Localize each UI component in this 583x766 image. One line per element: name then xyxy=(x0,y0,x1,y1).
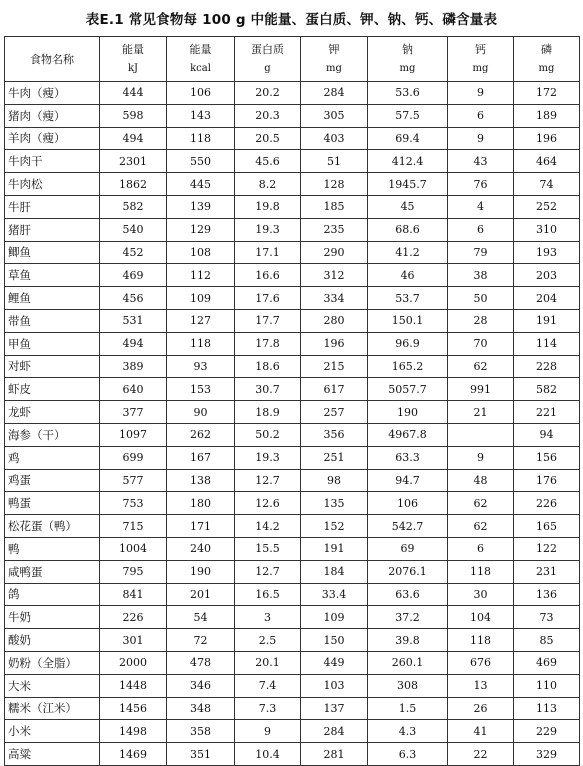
table-row xyxy=(5,743,580,766)
cell-protein: 17.1 xyxy=(235,241,301,264)
cell-calcium: 6 xyxy=(448,104,514,127)
cell-potassium: 33.4 xyxy=(301,583,368,606)
cell-energy-kj: 377 xyxy=(100,401,167,424)
table-row xyxy=(5,332,580,355)
cell-energy-kj: 494 xyxy=(100,127,167,150)
cell-phosphorus: 226 xyxy=(514,492,580,515)
cell-energy-kcal: 106 xyxy=(167,82,235,105)
cell-potassium: 281 xyxy=(301,743,368,766)
cell-energy-kj: 753 xyxy=(100,492,167,515)
cell-energy-kcal: 180 xyxy=(167,492,235,515)
cell-energy-kj: 389 xyxy=(100,355,167,378)
cell-sodium: 37.2 xyxy=(368,606,448,629)
cell-protein: 12.7 xyxy=(235,469,301,492)
cell-phosphorus: 85 xyxy=(514,629,580,652)
cell-potassium: 128 xyxy=(301,173,368,196)
cell-phosphorus: 176 xyxy=(514,469,580,492)
header-unit: kJ xyxy=(127,63,139,74)
cell-protein: 19.3 xyxy=(235,218,301,241)
table-row xyxy=(5,264,580,287)
cell-calcium: 79 xyxy=(448,241,514,264)
cell-energy-kj: 1097 xyxy=(100,423,167,446)
cell-food-name: 牛肝 xyxy=(5,195,100,218)
cell-calcium: 62 xyxy=(448,515,514,538)
cell-sodium: 165.2 xyxy=(368,355,448,378)
cell-food-name: 羊肉（瘦） xyxy=(5,127,100,150)
cell-potassium: 98 xyxy=(301,469,368,492)
cell-sodium: 46 xyxy=(368,264,448,287)
cell-sodium: 4.3 xyxy=(368,720,448,743)
cell-energy-kj: 598 xyxy=(100,104,167,127)
cell-potassium: 449 xyxy=(301,651,368,674)
cell-energy-kj: 2301 xyxy=(100,150,167,173)
cell-energy-kj: 531 xyxy=(100,309,167,332)
cell-calcium: 70 xyxy=(448,332,514,355)
cell-food-name: 奶粉（全脂） xyxy=(5,651,100,674)
cell-calcium: 30 xyxy=(448,583,514,606)
cell-calcium: 6 xyxy=(448,537,514,560)
cell-phosphorus: 191 xyxy=(514,309,580,332)
cell-food-name: 鲤鱼 xyxy=(5,287,100,310)
table-row xyxy=(5,537,580,560)
cell-protein: 14.2 xyxy=(235,515,301,538)
cell-protein: 8.2 xyxy=(235,173,301,196)
cell-phosphorus: 189 xyxy=(514,104,580,127)
cell-calcium: 38 xyxy=(448,264,514,287)
cell-potassium: 617 xyxy=(301,378,368,401)
cell-potassium: 109 xyxy=(301,606,368,629)
cell-energy-kj: 795 xyxy=(100,560,167,583)
cell-food-name: 龙虾 xyxy=(5,401,100,424)
cell-potassium: 51 xyxy=(301,150,368,173)
cell-potassium: 284 xyxy=(301,82,368,105)
cell-potassium: 191 xyxy=(301,537,368,560)
cell-protein: 20.1 xyxy=(235,651,301,674)
cell-sodium: 412.4 xyxy=(368,150,448,173)
cell-sodium: 5057.7 xyxy=(368,378,448,401)
header-label: 食物名称 xyxy=(30,52,74,66)
cell-energy-kcal: 346 xyxy=(167,674,235,697)
cell-sodium: 94.7 xyxy=(368,469,448,492)
cell-sodium: 68.6 xyxy=(368,218,448,241)
cell-calcium: 62 xyxy=(448,492,514,515)
header-label: 能量 xyxy=(189,43,212,56)
cell-phosphorus: 469 xyxy=(514,651,580,674)
cell-energy-kcal: 171 xyxy=(167,515,235,538)
cell-energy-kj: 2000 xyxy=(100,651,167,674)
table-row xyxy=(5,423,580,446)
table-row xyxy=(5,560,580,583)
cell-potassium: 185 xyxy=(301,195,368,218)
cell-potassium: 103 xyxy=(301,674,368,697)
cell-protein: 20.2 xyxy=(235,82,301,105)
cell-phosphorus: 193 xyxy=(514,241,580,264)
cell-energy-kcal: 190 xyxy=(167,560,235,583)
cell-sodium: 308 xyxy=(368,674,448,697)
cell-phosphorus: 221 xyxy=(514,401,580,424)
table-row xyxy=(5,378,580,401)
cell-energy-kcal: 108 xyxy=(167,241,235,264)
header-phosphorus xyxy=(514,37,580,82)
table-title: 表E.1 常见食物每 100 g 中能量、蛋白质、钾、钠、钙、磷含量表 xyxy=(85,12,498,28)
cell-sodium: 106 xyxy=(368,492,448,515)
cell-sodium: 53.7 xyxy=(368,287,448,310)
cell-sodium: 6.3 xyxy=(368,743,448,766)
table-row xyxy=(5,401,580,424)
cell-phosphorus: 196 xyxy=(514,127,580,150)
cell-food-name: 对虾 xyxy=(5,355,100,378)
cell-phosphorus: 74 xyxy=(514,173,580,196)
cell-energy-kcal: 478 xyxy=(167,651,235,674)
cell-calcium: 9 xyxy=(448,127,514,150)
cell-sodium: 69.4 xyxy=(368,127,448,150)
cell-food-name: 鸭蛋 xyxy=(5,492,100,515)
cell-phosphorus: 122 xyxy=(514,537,580,560)
cell-food-name: 牛肉干 xyxy=(5,150,100,173)
cell-phosphorus: 114 xyxy=(514,332,580,355)
cell-protein: 12.7 xyxy=(235,560,301,583)
cell-food-name: 鸭 xyxy=(5,537,100,560)
table-row xyxy=(5,651,580,674)
cell-energy-kj: 715 xyxy=(100,515,167,538)
cell-energy-kcal: 348 xyxy=(167,697,235,720)
cell-protein: 7.3 xyxy=(235,697,301,720)
cell-protein: 20.3 xyxy=(235,104,301,127)
table-row xyxy=(5,355,580,378)
cell-protein: 9 xyxy=(235,720,301,743)
cell-sodium: 150.1 xyxy=(368,309,448,332)
cell-energy-kcal: 139 xyxy=(167,195,235,218)
cell-potassium: 137 xyxy=(301,697,368,720)
cell-protein: 12.6 xyxy=(235,492,301,515)
cell-energy-kcal: 240 xyxy=(167,537,235,560)
cell-energy-kj: 444 xyxy=(100,82,167,105)
cell-sodium: 57.5 xyxy=(368,104,448,127)
cell-food-name: 糯米（江米） xyxy=(5,697,100,720)
cell-energy-kcal: 262 xyxy=(167,423,235,446)
table-row xyxy=(5,469,580,492)
cell-potassium: 305 xyxy=(301,104,368,127)
cell-protein: 17.8 xyxy=(235,332,301,355)
cell-protein: 30.7 xyxy=(235,378,301,401)
cell-energy-kj: 1862 xyxy=(100,173,167,196)
header-protein xyxy=(235,37,301,82)
cell-phosphorus: 229 xyxy=(514,720,580,743)
cell-sodium: 4967.8 xyxy=(368,423,448,446)
table-row xyxy=(5,515,580,538)
table-row xyxy=(5,309,580,332)
cell-protein: 45.6 xyxy=(235,150,301,173)
cell-energy-kj: 1469 xyxy=(100,743,167,766)
cell-potassium: 150 xyxy=(301,629,368,652)
table-row xyxy=(5,82,580,105)
cell-protein: 19.8 xyxy=(235,195,301,218)
table-row xyxy=(5,150,580,173)
cell-calcium: 22 xyxy=(448,743,514,766)
cell-food-name: 牛奶 xyxy=(5,606,100,629)
cell-energy-kcal: 127 xyxy=(167,309,235,332)
cell-protein: 15.5 xyxy=(235,537,301,560)
cell-potassium: 257 xyxy=(301,401,368,424)
cell-sodium: 260.1 xyxy=(368,651,448,674)
cell-protein: 19.3 xyxy=(235,446,301,469)
table-row xyxy=(5,218,580,241)
cell-calcium: 50 xyxy=(448,287,514,310)
cell-protein: 50.2 xyxy=(235,423,301,446)
cell-protein: 2.5 xyxy=(235,629,301,652)
cell-calcium xyxy=(448,423,514,446)
cell-sodium: 63.6 xyxy=(368,583,448,606)
header-food-name xyxy=(5,37,100,82)
header-unit: kcal xyxy=(190,63,211,74)
cell-food-name: 松花蛋（鸭） xyxy=(5,515,100,538)
cell-sodium: 39.8 xyxy=(368,629,448,652)
cell-energy-kcal: 112 xyxy=(167,264,235,287)
cell-calcium: 9 xyxy=(448,82,514,105)
cell-food-name: 甲鱼 xyxy=(5,332,100,355)
cell-food-name: 鸽 xyxy=(5,583,100,606)
cell-sodium: 63.3 xyxy=(368,446,448,469)
cell-food-name: 大米 xyxy=(5,674,100,697)
cell-potassium: 152 xyxy=(301,515,368,538)
cell-energy-kcal: 143 xyxy=(167,104,235,127)
cell-calcium: 41 xyxy=(448,720,514,743)
cell-calcium: 21 xyxy=(448,401,514,424)
cell-sodium: 69 xyxy=(368,537,448,560)
cell-phosphorus: 582 xyxy=(514,378,580,401)
cell-potassium: 356 xyxy=(301,423,368,446)
table-row xyxy=(5,104,580,127)
cell-sodium: 1945.7 xyxy=(368,173,448,196)
cell-energy-kcal: 118 xyxy=(167,332,235,355)
cell-phosphorus: 165 xyxy=(514,515,580,538)
cell-calcium: 118 xyxy=(448,560,514,583)
header-row xyxy=(5,37,580,82)
cell-calcium: 76 xyxy=(448,173,514,196)
cell-potassium: 215 xyxy=(301,355,368,378)
cell-energy-kj: 1456 xyxy=(100,697,167,720)
cell-potassium: 312 xyxy=(301,264,368,287)
table-row xyxy=(5,697,580,720)
cell-energy-kcal: 167 xyxy=(167,446,235,469)
cell-sodium: 53.6 xyxy=(368,82,448,105)
cell-phosphorus: 464 xyxy=(514,150,580,173)
cell-energy-kcal: 445 xyxy=(167,173,235,196)
cell-energy-kcal: 118 xyxy=(167,127,235,150)
cell-calcium: 4 xyxy=(448,195,514,218)
cell-phosphorus: 310 xyxy=(514,218,580,241)
cell-potassium: 235 xyxy=(301,218,368,241)
cell-calcium: 48 xyxy=(448,469,514,492)
cell-energy-kj: 1498 xyxy=(100,720,167,743)
cell-calcium: 676 xyxy=(448,651,514,674)
cell-food-name: 猪肝 xyxy=(5,218,100,241)
cell-energy-kcal: 358 xyxy=(167,720,235,743)
cell-energy-kcal: 109 xyxy=(167,287,235,310)
cell-energy-kj: 456 xyxy=(100,287,167,310)
cell-phosphorus: 231 xyxy=(514,560,580,583)
cell-energy-kcal: 72 xyxy=(167,629,235,652)
cell-energy-kcal: 93 xyxy=(167,355,235,378)
cell-energy-kcal: 90 xyxy=(167,401,235,424)
cell-sodium: 2076.1 xyxy=(368,560,448,583)
table-row xyxy=(5,241,580,264)
cell-potassium: 135 xyxy=(301,492,368,515)
cell-food-name: 鲫鱼 xyxy=(5,241,100,264)
cell-energy-kj: 469 xyxy=(100,264,167,287)
table-row xyxy=(5,127,580,150)
table-row xyxy=(5,195,580,218)
cell-phosphorus: 113 xyxy=(514,697,580,720)
cell-calcium: 13 xyxy=(448,674,514,697)
cell-calcium: 991 xyxy=(448,378,514,401)
cell-protein: 20.5 xyxy=(235,127,301,150)
cell-food-name: 小米 xyxy=(5,720,100,743)
cell-protein: 18.9 xyxy=(235,401,301,424)
cell-phosphorus: 172 xyxy=(514,82,580,105)
cell-food-name: 带鱼 xyxy=(5,309,100,332)
cell-energy-kcal: 54 xyxy=(167,606,235,629)
cell-food-name: 酸奶 xyxy=(5,629,100,652)
header-unit: g xyxy=(264,63,271,74)
table-body xyxy=(5,82,580,766)
cell-sodium: 542.7 xyxy=(368,515,448,538)
cell-protein: 10.4 xyxy=(235,743,301,766)
header-label: 能量 xyxy=(122,43,144,56)
cell-protein: 7.4 xyxy=(235,674,301,697)
cell-phosphorus: 203 xyxy=(514,264,580,287)
cell-phosphorus: 156 xyxy=(514,446,580,469)
cell-sodium: 1.5 xyxy=(368,697,448,720)
cell-food-name: 咸鸭蛋 xyxy=(5,560,100,583)
cell-phosphorus: 228 xyxy=(514,355,580,378)
cell-phosphorus: 110 xyxy=(514,674,580,697)
cell-food-name: 鸡 xyxy=(5,446,100,469)
cell-energy-kcal: 351 xyxy=(167,743,235,766)
cell-energy-kj: 226 xyxy=(100,606,167,629)
cell-calcium: 26 xyxy=(448,697,514,720)
header-energy-kj xyxy=(100,37,167,82)
cell-protein: 18.6 xyxy=(235,355,301,378)
cell-potassium: 184 xyxy=(301,560,368,583)
cell-energy-kj: 494 xyxy=(100,332,167,355)
cell-calcium: 28 xyxy=(448,309,514,332)
cell-energy-kj: 540 xyxy=(100,218,167,241)
cell-potassium: 251 xyxy=(301,446,368,469)
table-row xyxy=(5,629,580,652)
header-label: 钙 xyxy=(475,43,486,56)
cell-phosphorus: 73 xyxy=(514,606,580,629)
cell-calcium: 6 xyxy=(448,218,514,241)
cell-protein: 3 xyxy=(235,606,301,629)
table-row xyxy=(5,492,580,515)
cell-food-name: 牛肉松 xyxy=(5,173,100,196)
cell-energy-kcal: 550 xyxy=(167,150,235,173)
table-row xyxy=(5,720,580,743)
cell-food-name: 虾皮 xyxy=(5,378,100,401)
cell-energy-kj: 577 xyxy=(100,469,167,492)
cell-energy-kj: 640 xyxy=(100,378,167,401)
cell-phosphorus: 136 xyxy=(514,583,580,606)
cell-sodium: 45 xyxy=(368,195,448,218)
header-unit: mg xyxy=(472,63,489,74)
header-label: 磷 xyxy=(541,43,552,56)
header-label: 钠 xyxy=(402,43,413,56)
header-sodium xyxy=(368,37,448,82)
cell-energy-kj: 582 xyxy=(100,195,167,218)
cell-potassium: 290 xyxy=(301,241,368,264)
cell-protein: 17.6 xyxy=(235,287,301,310)
cell-phosphorus: 252 xyxy=(514,195,580,218)
header-unit: mg xyxy=(538,63,555,74)
cell-energy-kj: 452 xyxy=(100,241,167,264)
cell-food-name: 鸡蛋 xyxy=(5,469,100,492)
cell-sodium: 41.2 xyxy=(368,241,448,264)
cell-phosphorus: 329 xyxy=(514,743,580,766)
cell-calcium: 43 xyxy=(448,150,514,173)
header-unit: mg xyxy=(326,63,342,74)
header-unit: mg xyxy=(399,63,416,74)
header-label: 蛋白质 xyxy=(251,43,284,56)
table-row xyxy=(5,606,580,629)
cell-energy-kj: 301 xyxy=(100,629,167,652)
cell-energy-kj: 1448 xyxy=(100,674,167,697)
header-energy-kcal xyxy=(167,37,235,82)
cell-protein: 17.7 xyxy=(235,309,301,332)
cell-food-name: 猪肉（瘦） xyxy=(5,104,100,127)
header-label: 钾 xyxy=(328,43,340,56)
cell-energy-kcal: 153 xyxy=(167,378,235,401)
cell-sodium: 96.9 xyxy=(368,332,448,355)
cell-potassium: 284 xyxy=(301,720,368,743)
cell-calcium: 9 xyxy=(448,446,514,469)
cell-calcium: 104 xyxy=(448,606,514,629)
cell-energy-kcal: 129 xyxy=(167,218,235,241)
cell-phosphorus: 94 xyxy=(514,423,580,446)
table-row xyxy=(5,287,580,310)
header-calcium xyxy=(448,37,514,82)
table-row xyxy=(5,173,580,196)
cell-energy-kcal: 138 xyxy=(167,469,235,492)
cell-energy-kj: 841 xyxy=(100,583,167,606)
cell-protein: 16.6 xyxy=(235,264,301,287)
header-potassium xyxy=(301,37,368,82)
cell-calcium: 118 xyxy=(448,629,514,652)
cell-sodium: 190 xyxy=(368,401,448,424)
cell-food-name: 草鱼 xyxy=(5,264,100,287)
cell-protein: 16.5 xyxy=(235,583,301,606)
cell-energy-kj: 1004 xyxy=(100,537,167,560)
cell-calcium: 62 xyxy=(448,355,514,378)
cell-potassium: 334 xyxy=(301,287,368,310)
cell-energy-kcal: 201 xyxy=(167,583,235,606)
table-row xyxy=(5,583,580,606)
cell-potassium: 196 xyxy=(301,332,368,355)
cell-potassium: 403 xyxy=(301,127,368,150)
cell-food-name: 牛肉（瘦） xyxy=(5,82,100,105)
table-row xyxy=(5,674,580,697)
cell-food-name: 高粱 xyxy=(5,743,100,766)
cell-energy-kj: 699 xyxy=(100,446,167,469)
cell-food-name: 海参（干） xyxy=(5,423,100,446)
table-row xyxy=(5,446,580,469)
nutrition-table xyxy=(4,36,580,766)
cell-phosphorus: 204 xyxy=(514,287,580,310)
cell-potassium: 280 xyxy=(301,309,368,332)
